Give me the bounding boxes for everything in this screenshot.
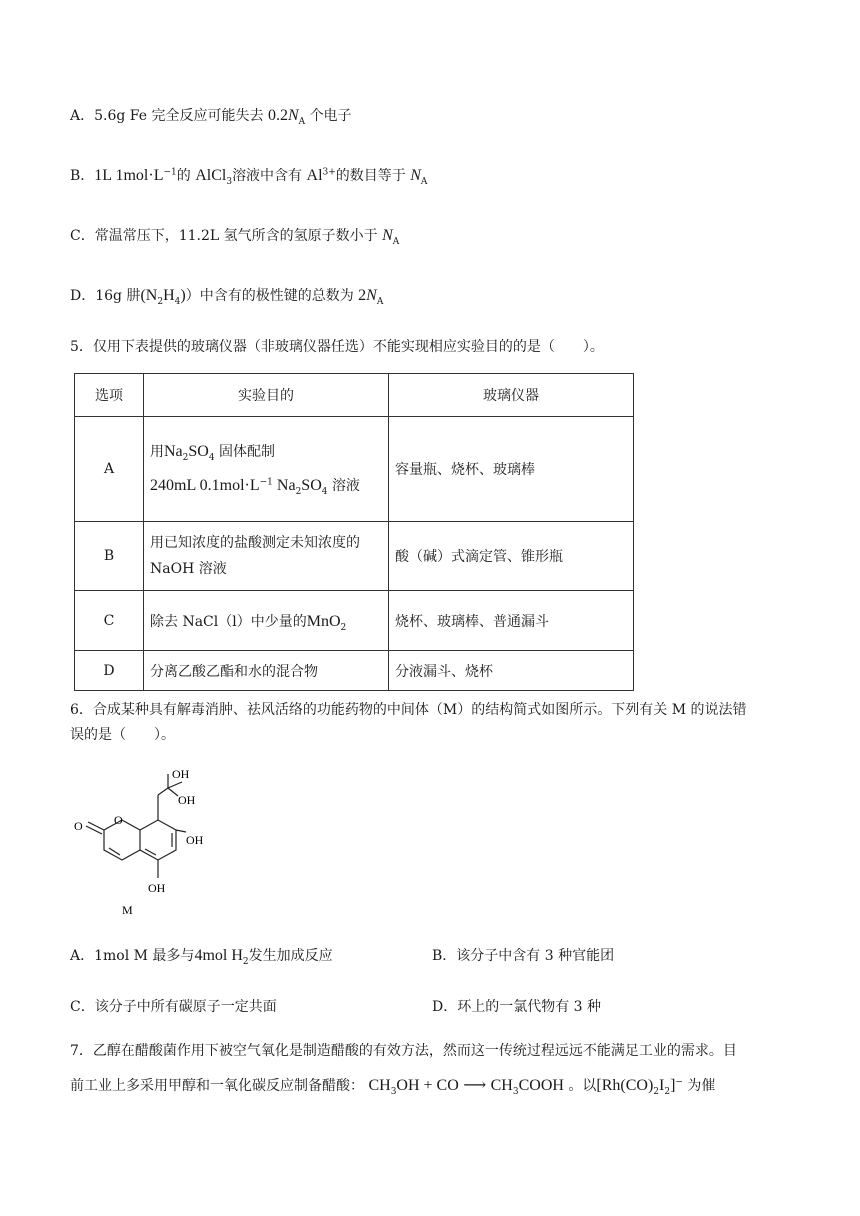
q4-option-a xyxy=(70,106,352,126)
equation-part: CH xyxy=(490,1077,513,1094)
aim-line-2: NaOH 溶液 xyxy=(150,561,227,577)
q4-b-sub2: 3 xyxy=(226,176,233,187)
header-instruments: 玻璃仪器 xyxy=(389,374,634,417)
equation-sub: 3 xyxy=(512,1086,519,1097)
row-aim xyxy=(144,417,389,522)
row-aim xyxy=(144,591,389,651)
catalyst-sub: 2 xyxy=(653,1086,660,1097)
hydroxyl-label-chain: OH xyxy=(178,793,196,807)
row-instruments: 分液漏斗、烧杯 xyxy=(389,651,634,691)
q6-a-formula: 4mol H xyxy=(194,947,243,964)
row-option: B xyxy=(75,522,144,591)
formula-sub: 4 xyxy=(321,486,328,497)
q6-a-prefix: A．1mol M 最多与 xyxy=(70,948,195,964)
formula-part: SO xyxy=(301,477,322,494)
q4-d-f3: ) xyxy=(180,287,186,304)
aim-line-1: 用已知浓度的盐酸测定未知浓度的 xyxy=(150,535,360,551)
q4-b-sub: A xyxy=(420,176,428,187)
q4-d-f1: (N xyxy=(140,287,158,304)
q4-d-s2: 4 xyxy=(174,296,181,307)
formula-part: Na xyxy=(272,477,296,494)
q6-stem-line-2: 误的是（ ）。 xyxy=(70,727,175,743)
hydroxyl-label-top: OH xyxy=(172,767,190,781)
q5-stem: 5．仅用下表提供的玻璃仪器（非玻璃仪器任选）不能实现相应实验目的的是（ ）。 xyxy=(70,339,604,355)
header-aim: 实验目的 xyxy=(144,374,389,417)
equation-part: OH + CO xyxy=(396,1077,459,1094)
catalyst-sup: − xyxy=(675,1077,683,1088)
q6-stem-line-1: 6．合成某种具有解毒消肿、祛风活络的功能药物的中间体（M）的结构简式如图所示。下列有关 M 的说法错 xyxy=(70,702,747,718)
q4-c-symbol: N xyxy=(382,227,393,244)
q7-suffix: 为催 xyxy=(687,1078,716,1094)
q4-a-sub: A xyxy=(298,116,306,127)
q4-a-prefix: A．5.6g Fe 完全反应可能失去 xyxy=(70,108,264,124)
aim-line-1 xyxy=(150,441,382,463)
catalyst-part: [Rh(CO) xyxy=(596,1077,654,1094)
q7-line-2-prefix: 前工业上多采用甲醇和一氧化碳反应制备醋酸： xyxy=(70,1078,364,1094)
row-aim: 分离乙酸乙酯和水的混合物 xyxy=(144,651,389,691)
aim-text: 固体配制 xyxy=(219,444,276,460)
row-instruments: 烧杯、玻璃棒、普通漏斗 xyxy=(389,591,634,651)
q4-b-formula2: AlCl xyxy=(195,167,227,184)
q4-d-prefix: D．16g 肼 xyxy=(70,288,141,304)
equation-part: CH xyxy=(368,1077,391,1094)
ring-oxygen-label: O xyxy=(114,813,123,827)
formula-sub: 4 xyxy=(208,452,215,463)
row-option: A xyxy=(75,417,144,522)
molecule-structure-diagram xyxy=(68,760,208,920)
formula-part: MnO xyxy=(306,612,341,630)
formula-sub: 2 xyxy=(182,452,189,463)
q6-option-b: B．该分子中含有 3 种官能团 xyxy=(432,948,615,964)
table-row xyxy=(75,651,634,691)
q4-b-sup1: −1 xyxy=(163,167,177,178)
aim-text: 溶液 xyxy=(331,478,360,494)
row-aim xyxy=(144,522,389,591)
reaction-arrow: ⟶ xyxy=(463,1077,487,1094)
q4-a-symbol: N xyxy=(287,107,299,124)
row-option: D xyxy=(75,651,144,691)
formula-part: 240mL 0.1mol·L xyxy=(150,477,260,494)
q4-a-value: 0.2 xyxy=(267,107,288,124)
q4-d-sub: A xyxy=(376,296,384,307)
q4-b-formula3: Al xyxy=(306,167,323,184)
q6-option-c: C．该分子中所有碳原子一定共面 xyxy=(70,999,277,1015)
q7-line-2 xyxy=(70,1076,715,1096)
equation-part: COOH xyxy=(518,1077,564,1094)
table-header-row xyxy=(75,374,634,417)
q4-c-sub: A xyxy=(392,236,400,247)
formula-part: Na xyxy=(164,443,183,460)
q4-option-c xyxy=(70,226,399,246)
q4-b-prefix: B． xyxy=(70,168,95,184)
formula-sup: −1 xyxy=(259,477,273,488)
q4-b-mid2: 溶液中含有 xyxy=(232,168,303,184)
aim-line-2 xyxy=(150,475,382,497)
hydroxyl-label-bottom: OH xyxy=(148,881,166,895)
q4-option-d xyxy=(70,286,383,306)
formula-sub: 2 xyxy=(295,486,302,497)
q4-b-mid: 的 xyxy=(176,168,191,184)
q6-a-suffix: 发生加成反应 xyxy=(248,948,333,964)
q7-mid-text: 。以 xyxy=(568,1078,597,1094)
row-option: C xyxy=(75,591,144,651)
carbonyl-oxygen-label: O xyxy=(74,819,83,833)
catalyst-part: I xyxy=(659,1077,665,1094)
table-row xyxy=(75,417,634,522)
header-option: 选项 xyxy=(75,374,144,417)
q6-options-row-2 xyxy=(70,997,790,1017)
formula-sub: 2 xyxy=(340,622,347,633)
q4-option-b xyxy=(70,166,427,186)
q4-a-suffix: 个电子 xyxy=(309,108,352,124)
q4-b-symbol: N xyxy=(410,167,421,184)
q4-d-f2: H xyxy=(163,287,175,304)
catalyst-part: ] xyxy=(670,1077,676,1094)
molecule-name-label: M xyxy=(122,903,133,917)
table-row xyxy=(75,591,634,651)
row-instruments: 容量瓶、烧杯、玻璃棒 xyxy=(389,417,634,522)
table-row xyxy=(75,522,634,591)
q4-d-symbol: N xyxy=(366,287,377,304)
q7-line-1: 7．乙醇在醋酸菌作用下被空气氧化是制造醋酸的有效方法，然而这一传统过程远远不能满足工业的需求。目 xyxy=(70,1043,737,1059)
catalyst-sub: 2 xyxy=(664,1086,671,1097)
q4-c-text: C．常温常压下，11.2L 氢气所含的氢原子数小于 xyxy=(70,228,378,244)
q6-option-d: D．环上的一氯代物有 3 种 xyxy=(432,999,602,1015)
hydroxyl-label-ring: OH xyxy=(186,833,204,847)
q4-b-formula1: 1L 1mol·L xyxy=(94,167,164,184)
aim-text: 除去 NaCl（l）中少量的 xyxy=(150,613,307,630)
q5-table xyxy=(74,373,634,691)
q4-d-s1: 2 xyxy=(157,296,164,307)
equation-sub: 3 xyxy=(390,1086,397,1097)
q4-d-value: 2 xyxy=(358,287,367,304)
aim-text: 用 xyxy=(150,444,164,460)
q4-d-mid: ）中含有的极性键的总数为 xyxy=(185,288,354,304)
row-instruments: 酸（碱）式滴定管、锥形瓶 xyxy=(389,522,634,591)
q6-options-row-1 xyxy=(70,946,790,966)
q6-a-sub: 2 xyxy=(242,956,249,967)
q6-option-a xyxy=(70,947,333,967)
formula-part: SO xyxy=(188,443,209,460)
q4-b-sup3: 3+ xyxy=(322,167,336,178)
q4-b-suffix: 的数目等于 xyxy=(335,168,406,184)
